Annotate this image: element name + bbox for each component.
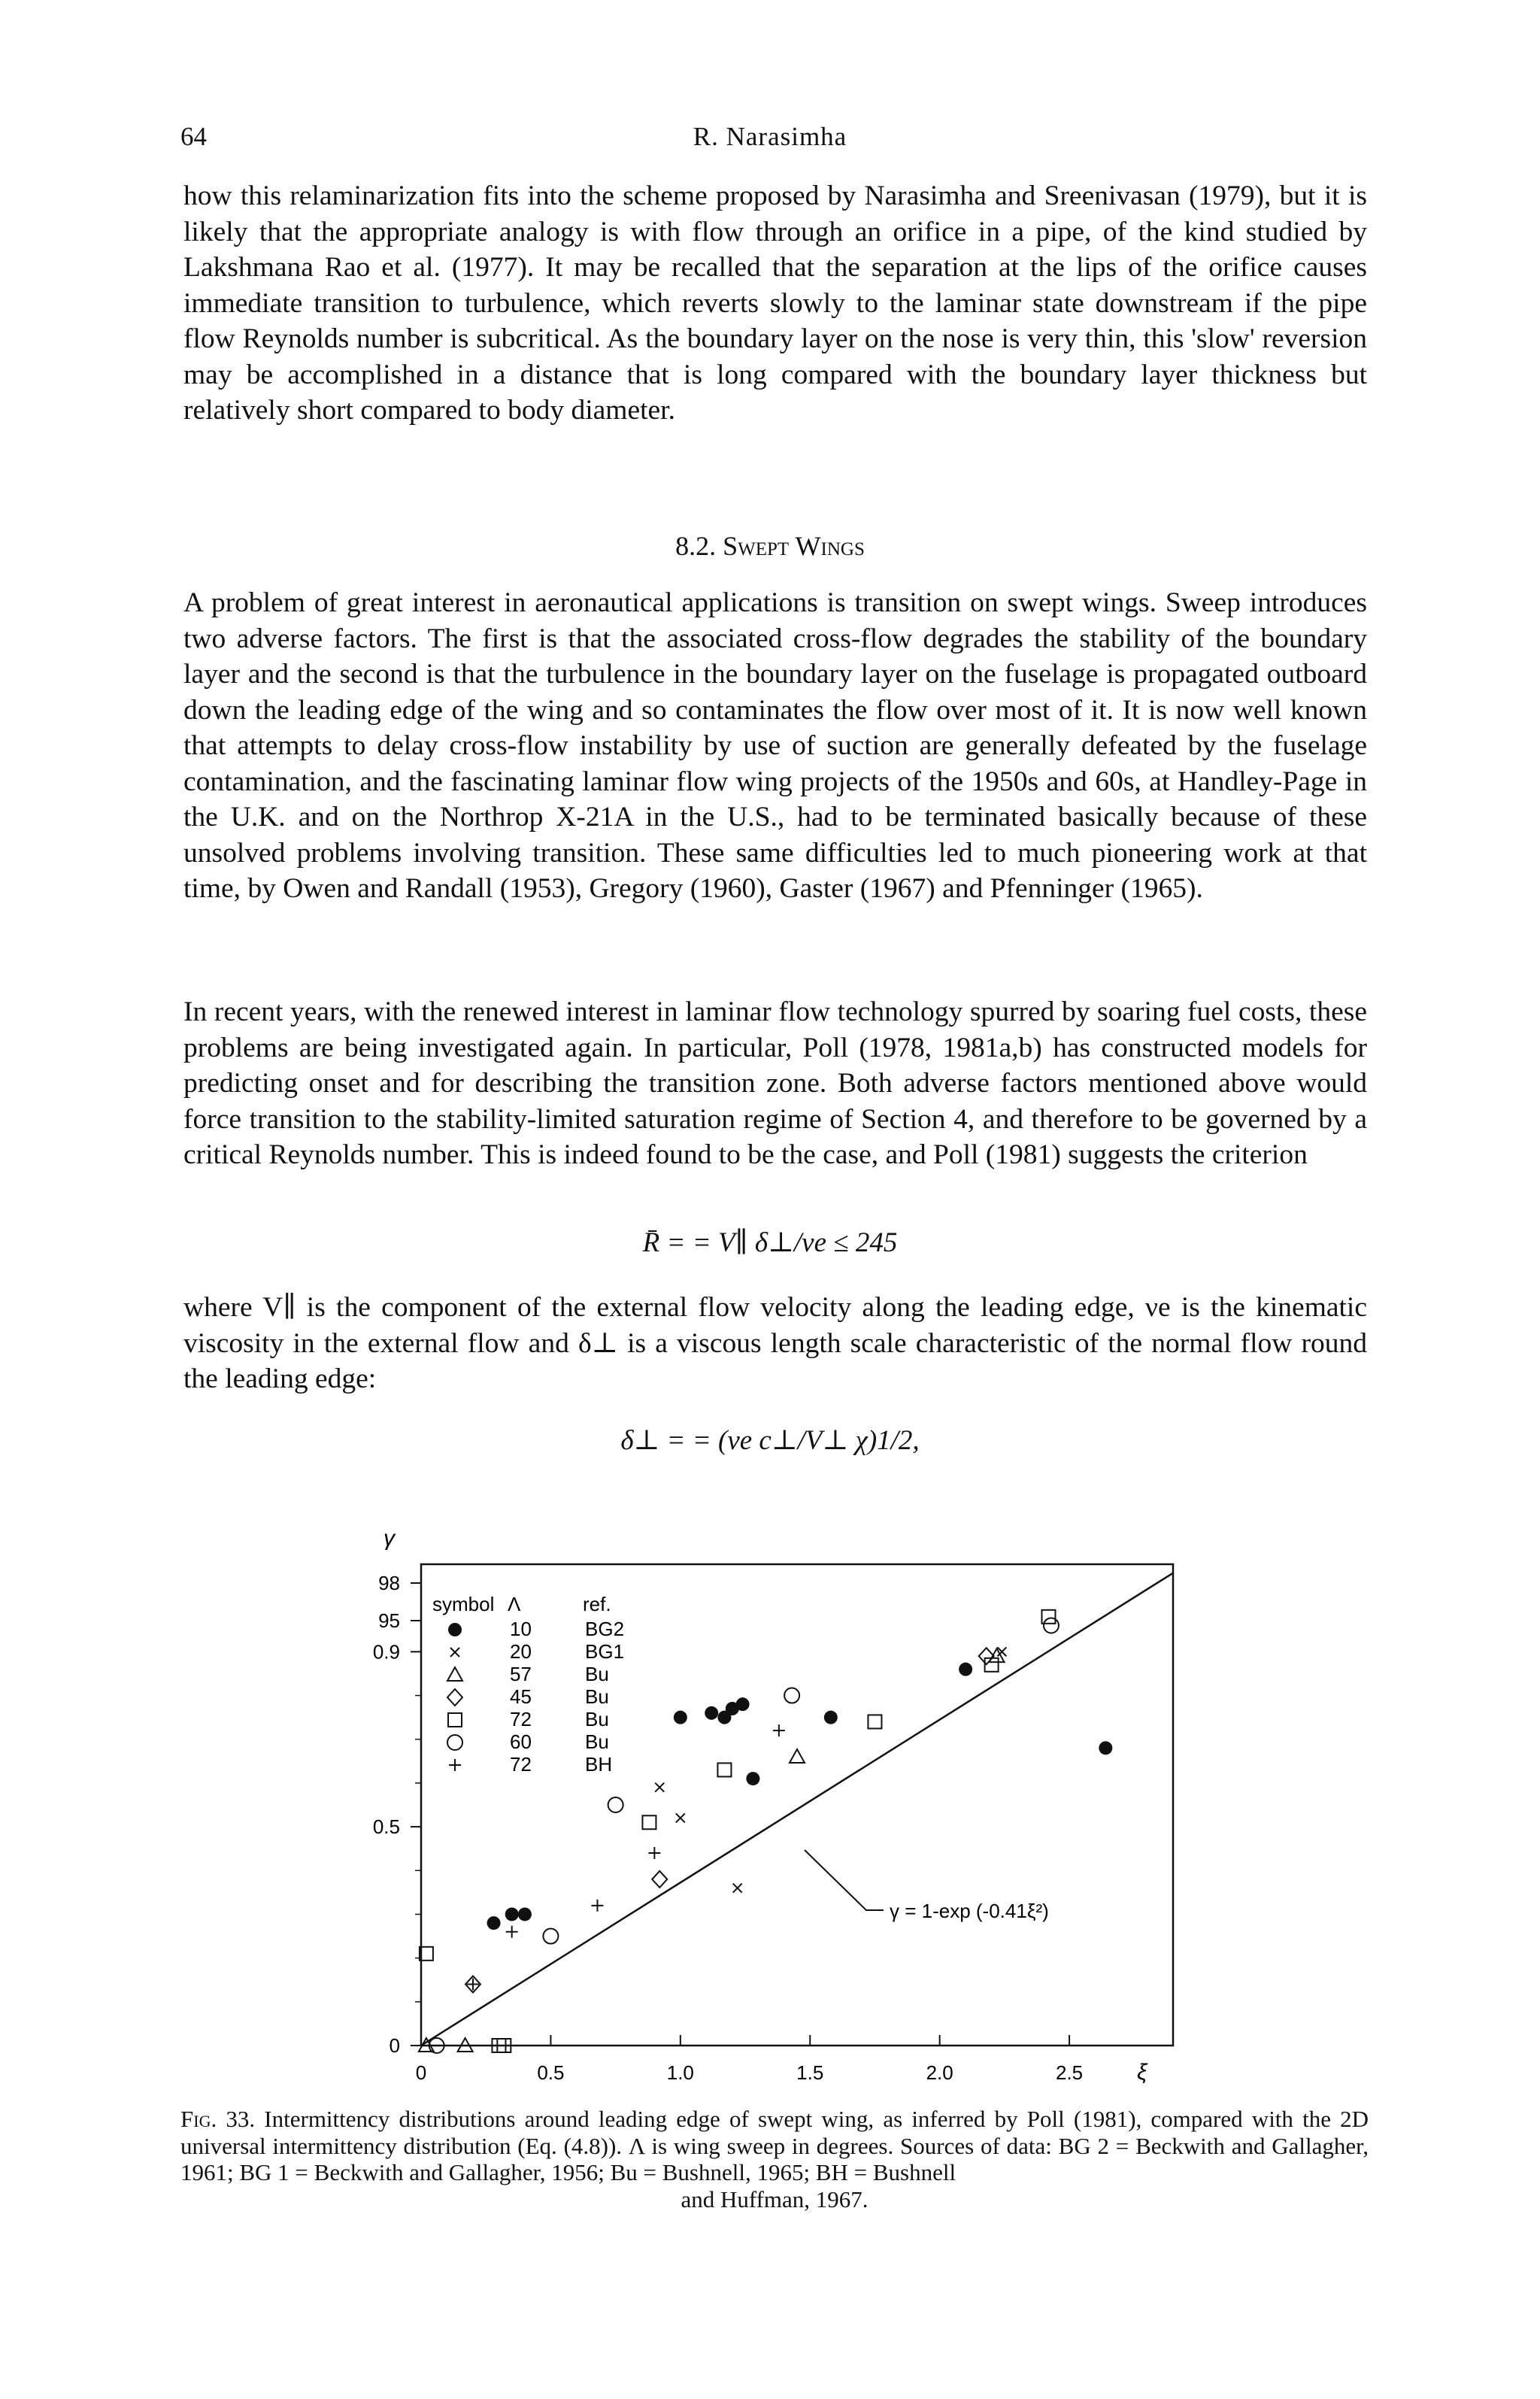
data-point-square <box>868 1715 881 1728</box>
y-tick-label: 0 <box>389 2034 400 2057</box>
data-point-filled-circle <box>824 1711 838 1724</box>
legend-sweep: 10 <box>510 1618 532 1640</box>
data-point-filled-circle <box>1099 1741 1112 1755</box>
section-heading <box>0 530 1540 562</box>
legend-symbol-plus <box>449 1759 461 1771</box>
legend-symbol-filled-circle <box>448 1623 462 1636</box>
fit-curve-line <box>421 1573 1173 2046</box>
data-point-filled-circle <box>518 1907 532 1921</box>
paragraph-2 <box>183 585 1367 907</box>
data-point-triangle <box>790 1749 805 1763</box>
y-tick-label: 0.5 <box>372 1815 400 1839</box>
data-point-diamond <box>652 1871 667 1888</box>
x-tick-label: 2.5 <box>1055 2061 1084 2084</box>
legend-sweep: 72 <box>510 1708 532 1730</box>
data-point-plus <box>648 1847 660 1859</box>
legend-ref: Bu <box>585 1685 609 1708</box>
legend-ref: Bu <box>585 1708 609 1730</box>
page-number: 64 <box>180 122 207 151</box>
legend-header: Λ <box>508 1593 521 1615</box>
x-tick-label: 2.0 <box>926 2061 953 2084</box>
data-point-x <box>733 1884 742 1893</box>
legend-ref: BG1 <box>585 1640 625 1663</box>
equation-criterion: R̄ = = V∥ δ⊥/νe ≤ 245 <box>642 1227 898 1258</box>
legend-symbol-x <box>450 1648 459 1657</box>
fit-curve <box>421 1573 1173 2046</box>
equation-length-scale: δ⊥ = = (νe c⊥/V⊥ χ)1/2, <box>620 1425 920 1456</box>
curve-label: γ = 1-exp (-0.41ξ²) <box>890 1900 1049 1922</box>
section-title: Swept Wings <box>723 531 865 561</box>
data-point-circle <box>543 1929 558 1944</box>
data-point-filled-circle <box>487 1916 501 1930</box>
data-point-circle <box>608 1797 623 1812</box>
legend-sweep: 57 <box>510 1663 532 1685</box>
data-point-square <box>642 1815 656 1829</box>
paragraph-1-text: how this relaminarization fits into the scheme proposed by Narasimha and Sreenivasan (1979), but it is likely that the appropriate analogy is with flow through an orifice in a pipe, of the kind studied by Lakshmana Rao et al. (1977). It may be recalled that the separation at the lips of the orifice causes immediate transition to turbulence, which reverts slowly to the laminar state downstream if the pipe flow Reynolds number is subcritical. As the boundary layer on the nose is very thin, this 'slow' reversion may be accomplished in a distance that is long compared with the boundary layer thickness but relatively short compared to body diameter. <box>183 180 1367 426</box>
data-point-plus <box>506 1926 518 1938</box>
paragraph-4-text: where V∥ is the component of the external flow velocity along the leading edge, νe is the kinematic viscosity in the external flow and δ⊥ is a viscous length scale characteristic of the normal flow round the leading edge: <box>183 1292 1367 1394</box>
data-point-filled-circle <box>959 1663 972 1676</box>
y-tick-label: 0.9 <box>372 1640 400 1664</box>
legend <box>432 1593 624 1776</box>
paragraph-3-text: In recent years, with the renewed interest in laminar flow technology spurred by soaring fuel costs, these problems are being investigated again. In particular, Poll (1978, 1981a,b) has constructed models for predicting onset and for describing the transition zone. Both adverse factors mentioned above would force transition to the stability-limited saturation regime of Section 4, and therefore to be governed by a critical Reynolds number. This is indeed found to be the case, and Poll (1981) suggests the criterion <box>183 996 1367 1170</box>
x-tick-label: 1.0 <box>666 2061 694 2084</box>
data-point-filled-circle <box>505 1907 519 1921</box>
y-tick-label: 98 <box>378 1572 400 1594</box>
legend-sweep: 20 <box>510 1640 532 1663</box>
legend-ref: Bu <box>585 1730 609 1753</box>
figure-caption <box>180 2106 1369 2212</box>
legend-ref: BH <box>585 1753 613 1776</box>
legend-header: symbol <box>432 1593 495 1615</box>
x-axis-ticks <box>416 2035 1083 2084</box>
figure-label: Fig. 33. <box>180 2106 256 2132</box>
data-point-circle <box>1044 1618 1059 1633</box>
x-axis-label: ξ <box>1137 2060 1147 2085</box>
legend-symbol-square <box>448 1713 462 1727</box>
data-point-circle <box>784 1688 799 1703</box>
x-tick-label: 1.5 <box>796 2061 824 2084</box>
legend-sweep: 72 <box>510 1753 532 1776</box>
data-point-filled-circle <box>736 1697 750 1711</box>
legend-ref: Bu <box>585 1663 609 1685</box>
data-point-filled-circle <box>674 1711 687 1724</box>
figure-caption-text: Intermittency distributions around leading edge of swept wing, as inferred by Poll (1981), compared with the 2D universal intermittency distribution (Eq. (4.8)). Λ is wing sweep in degrees. Sources of data: BG 2 = Beckwith and Gallagher, 1961; BG 1 = Beckwith and Gallagher, 1956; Bu = Bushnell, 1965; BH = Bushnell <box>180 2106 1369 2185</box>
data-point-plus <box>773 1724 785 1736</box>
paragraph-2-text: A problem of great interest in aeronautical applications is transition on swept wings. Sweep introduces two adverse factors. The first is that the associated cross-flow degrades the stability of the boundary layer and the second is that the turbulence in the boundary layer on the fuselage is propagated outboard down the leading edge of the wing and so contaminates the flow over most of it. It is now well known that attempts to delay cross-flow instability by use of suction are generally defeated by the fuselage contamination, and the fascinating laminar flow wing projects of the 1950s and 60s, at Handley-Page in the U.K. and on the Northrop X-21A in the U.S., had to be terminated basically because of these unsolved problems involving transition. These same difficulties led to much pioneering work at that time, by Owen and Randall (1953), Gregory (1960), Gaster (1967) and Pfenninger (1965). <box>183 587 1367 904</box>
plot-frame <box>421 1564 1173 2046</box>
figure-caption-last-line: and Huffman, 1967. <box>681 2185 869 2212</box>
data-point-filled-circle <box>705 1706 718 1720</box>
section-number: 8.2. <box>675 531 717 561</box>
data-point-plus <box>591 1900 603 1912</box>
running-header-author: R. Narasimha <box>693 122 847 151</box>
x-tick-label: 0 <box>415 2061 427 2084</box>
legend-symbol-triangle <box>447 1667 462 1681</box>
data-point-filled-circle <box>746 1772 759 1785</box>
paragraph-4 <box>183 1290 1367 1397</box>
legend-sweep: 60 <box>510 1730 532 1753</box>
y-axis-label: γ <box>383 1526 395 1551</box>
data-point-square <box>717 1763 731 1776</box>
y-tick-label: 95 <box>378 1609 400 1632</box>
y-axis-ticks <box>373 1572 421 2057</box>
legend-sweep: 45 <box>510 1685 532 1708</box>
x-tick-label: 0.5 <box>537 2061 565 2084</box>
data-point-square <box>1041 1610 1055 1624</box>
legend-ref: BG2 <box>585 1618 625 1640</box>
paragraph-3 <box>183 994 1367 1173</box>
legend-symbol-diamond <box>447 1689 462 1706</box>
data-point-x <box>655 1783 664 1792</box>
data-point-x <box>676 1813 685 1822</box>
curve-leader-line <box>805 1850 884 1910</box>
legend-header: ref. <box>583 1593 611 1615</box>
paragraph-1 <box>183 178 1367 429</box>
legend-symbol-circle <box>447 1735 462 1750</box>
